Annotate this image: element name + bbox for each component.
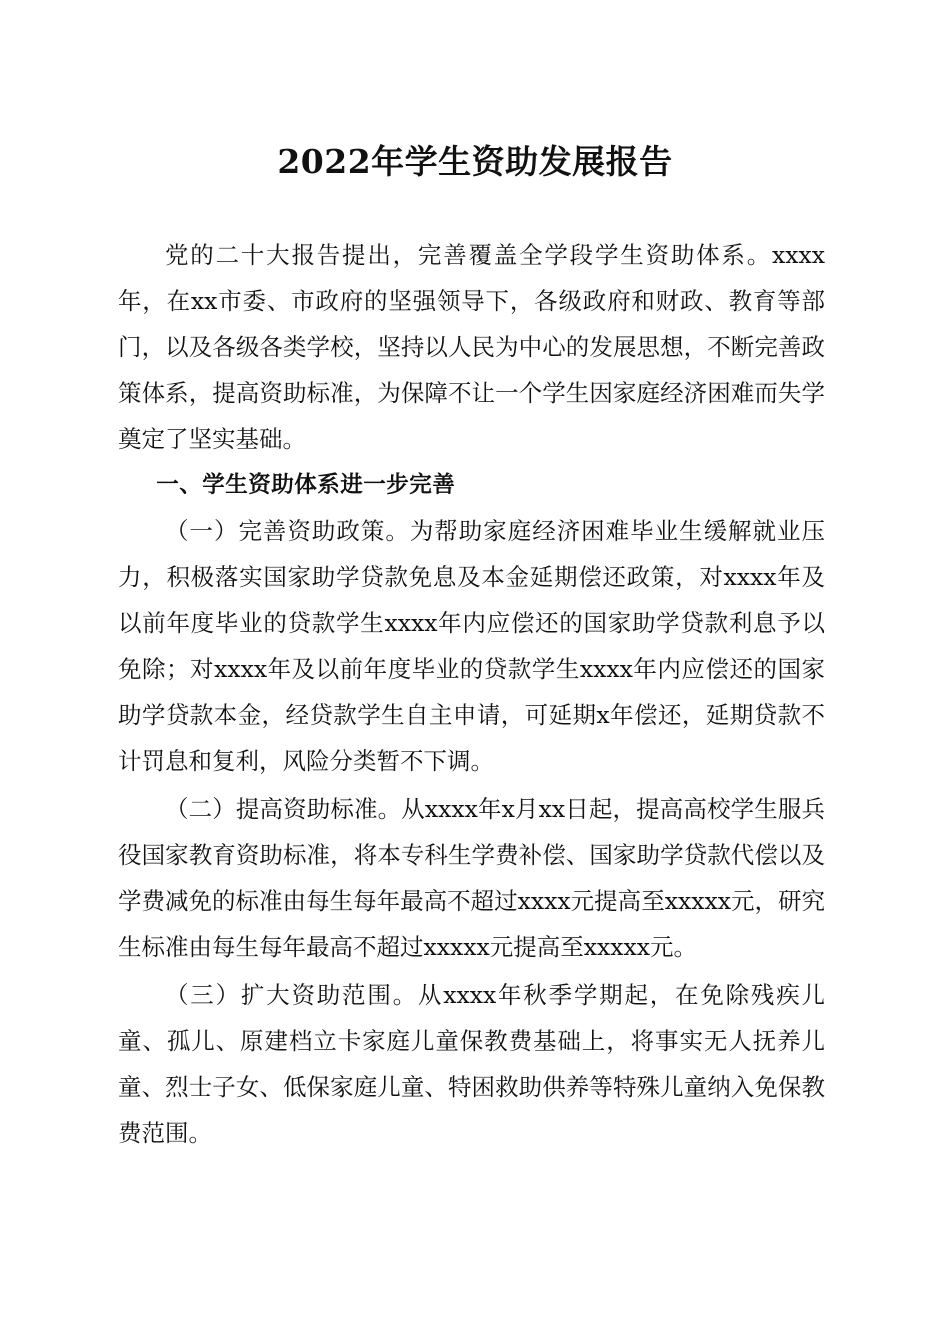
item-text-3: 从xxxx年秋季学期起，在免除残疾儿童、孤儿、原建档立卡家庭儿童保教费基础上，将事实无人抚养儿童、烈士子女、低保家庭儿童、特困救助供养等特殊儿童纳入免保教费范围。 bbox=[118, 981, 826, 1147]
item-label-2: （二）提高资助标准。 bbox=[165, 795, 402, 823]
document-body bbox=[118, 232, 825, 1156]
item-label-1: （一）完善资助政策。 bbox=[165, 517, 410, 545]
item-paragraph-2 bbox=[118, 786, 825, 970]
intro-paragraph: 党的二十大报告提出，完善覆盖全学段学生资助体系。xxxx年，在xx市委、市政府的坚强领导下，各级政府和财政、教育等部门，以及各级各类学校，坚持以人民为中心的发展思想，不断完善政策体系，提高资助标准，为保障不让一个学生因家庭经济困难而失学奠定了坚实基础。 bbox=[118, 241, 825, 453]
item-text-1: 为帮助家庭经济困难毕业生缓解就业压力，积极落实国家助学贷款免息及本金延期偿还政策，对xxxx年及以前年度毕业的贷款学生xxxx年内应偿还的国家助学贷款利息予以免除；对xxxx年及以前年度毕业的贷款学生xxxx年内应偿还的国家助学贷款本金，经贷款学生自主申请，可延期x年偿还，延期贷款不计罚息和复利，风险分类暂不下调。 bbox=[118, 517, 826, 775]
item-label-3: （三）扩大资助范围。 bbox=[165, 981, 418, 1009]
item-text-2: 从xxxx年x月xx日起，提高高校学生服兵役国家教育资助标准，将本专科生学费补偿、国家助学贷款代偿以及学费减免的标准由每生每年最高不超过xxxx元提高至xxxxx元，研究生标准由每生每年最高不超过xxxxx元提高至xxxxx元。 bbox=[118, 795, 826, 961]
document-title: 2022年学生资助发展报告 bbox=[277, 142, 673, 181]
section-heading: 一、学生资助体系进一步完善 bbox=[156, 472, 456, 498]
item-paragraph-3 bbox=[118, 972, 825, 1156]
item-paragraph-1 bbox=[118, 508, 825, 784]
